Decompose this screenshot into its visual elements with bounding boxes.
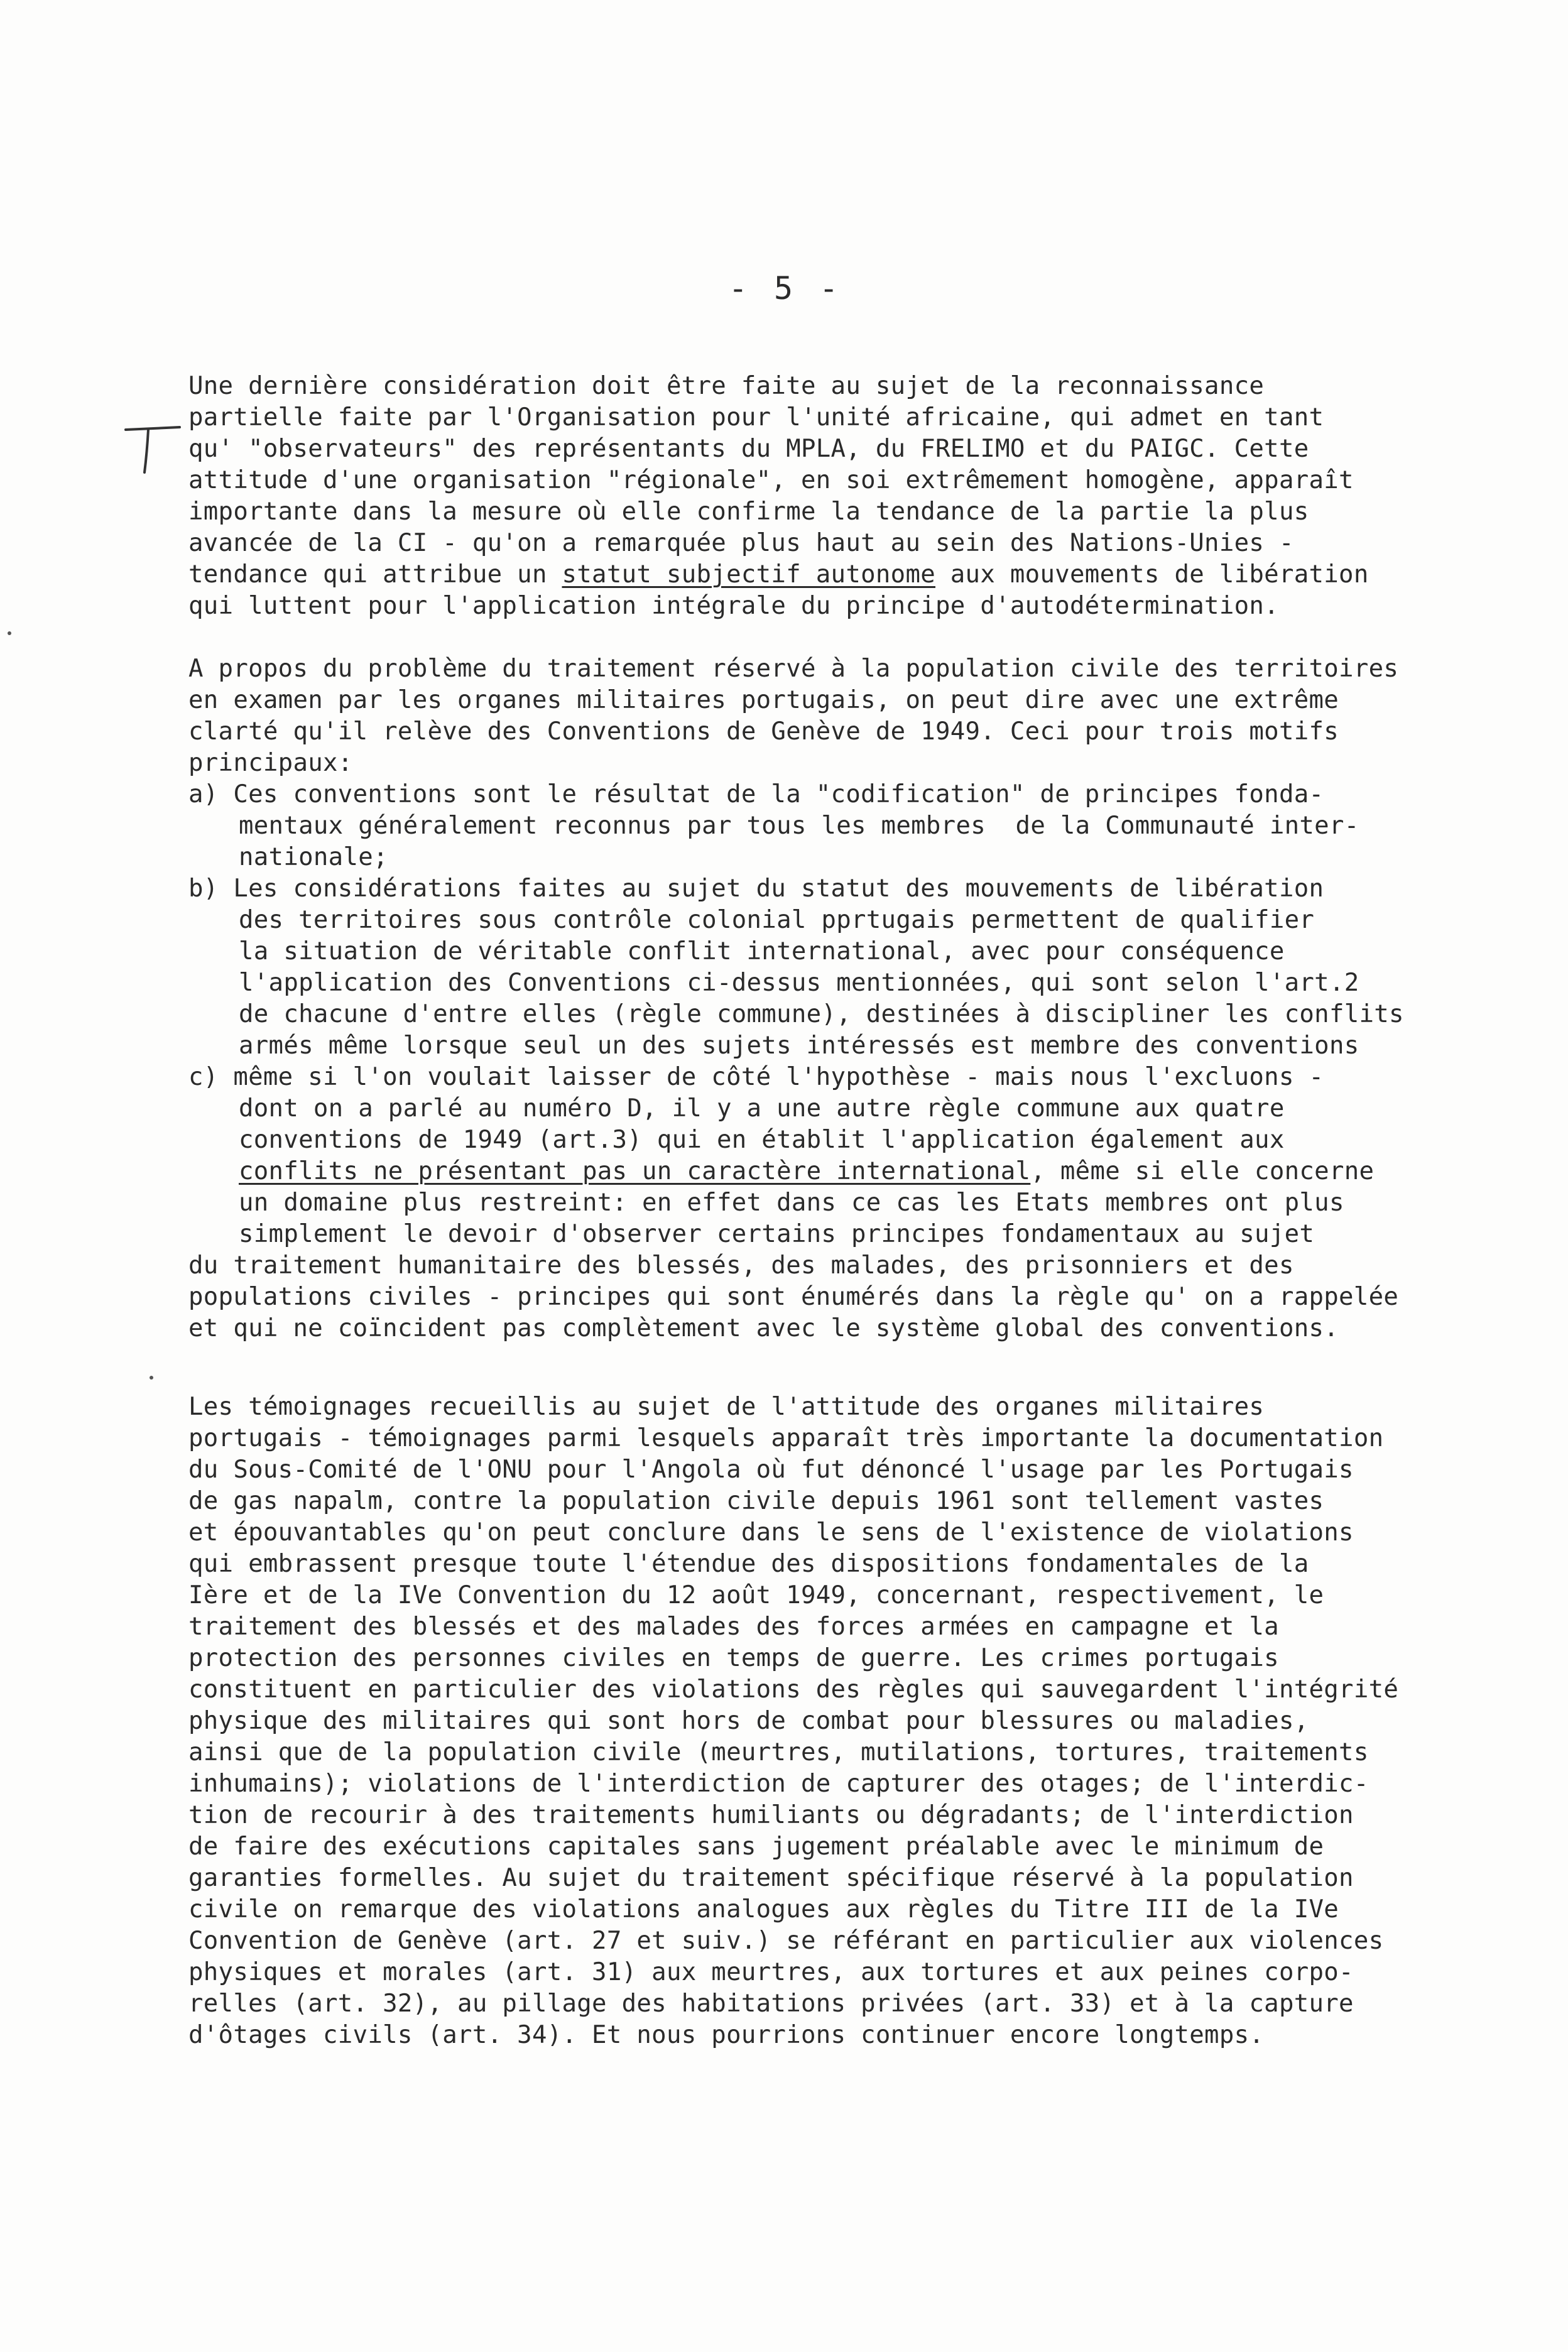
text-line: armés même lorsque seul un des sujets intéressés est membre des conventions [239, 1032, 1359, 1060]
underlined-conflits-non-internationaux: conflits ne présentant pas un caractère international [239, 1157, 1031, 1185]
text-line: traitement des blessés et des malades des forces armées en campagne et la [188, 1613, 1279, 1641]
text-line: Les témoignages recueillis au sujet de l'attitude des organes militaires [188, 1393, 1265, 1421]
text-line: garanties formelles. Au sujet du traitement spécifique réservé à la population [188, 1864, 1354, 1892]
text-line: de gas napalm, contre la population civile depuis 1961 sont tellement vastes [188, 1487, 1324, 1515]
text-line: principaux: [188, 749, 353, 777]
text-line: simplement le devoir d'observer certains principes fondamentaux au sujet [239, 1220, 1315, 1248]
text-line [188, 1156, 1545, 1187]
text-line [188, 559, 1545, 591]
text-line: importante dans la mesure où elle confirme la tendance de la partie la plus [188, 498, 1309, 526]
text-line: nationale; [239, 843, 388, 871]
paragraph-geneva-conventions [188, 653, 1545, 1344]
text-line: et épouvantables qu'on peut conclure dans le sens de l'existence de violations [188, 1518, 1354, 1547]
list-item-c: c) même si l'on voulait laisser de côté l'hypothèse - mais nous l'excluons - [188, 1063, 1324, 1091]
text-fragment: aux mouvements de libération [935, 560, 1369, 589]
text-line: attitude d'une organisation "régionale", en soi extrêmement homogène, apparaît [188, 466, 1354, 494]
text-line: A propos du problème du traitement réservé à la population civile des territoires [188, 655, 1399, 683]
text-line: qui luttent pour l'application intégrale du principe d'autodétermination. [188, 592, 1279, 620]
text-line: avancée de la CI - qu'on a remarquée plus haut au sein des Nations-Unies - [188, 529, 1294, 557]
text-line: Convention de Genève (art. 27 et suiv.) se référant en particulier aux violences [188, 1927, 1384, 1955]
underlined-statut-subjectif: statut subjectif autonome [562, 560, 935, 589]
text-line: constituent en particulier des violations des règles qui sauvegardent l'intégrité [188, 1675, 1399, 1704]
text-fragment: , même si elle concerne [1030, 1157, 1375, 1185]
ink-speck [150, 1376, 153, 1380]
text-line: protection des personnes civiles en temps de guerre. Les crimes portugais [188, 1644, 1279, 1672]
text-line: de faire des exécutions capitales sans jugement préalable avec le minimum de [188, 1832, 1324, 1861]
text-line: portugais - témoignages parmi lesquels apparaît très importante la documentation [188, 1424, 1384, 1452]
text-fragment: tendance qui attribue un [188, 560, 562, 589]
text-line: en examen par les organes militaires portugais, on peut dire avec une extrême [188, 686, 1339, 714]
text-line: inhumains); violations de l'interdiction de capturer des otages; de l'interdic- [188, 1770, 1369, 1798]
text-line: Ière et de la IVe Convention du 12 août 1949, concernant, respectivement, le [188, 1581, 1324, 1609]
text-line: Une dernière considération doit être faite au sujet de la reconnaissance [188, 372, 1265, 400]
text-line: ainsi que de la population civile (meurtres, mutilations, tortures, traitements [188, 1738, 1369, 1767]
text-line: tion de recourir à des traitements humiliants ou dégradants; de l'interdiction [188, 1801, 1354, 1829]
text-line: qu' "observateurs" des représentants du MPLA, du FRELIMO et du PAIGC. Cette [188, 435, 1309, 463]
text-line: populations civiles - principes qui sont énumérés dans la règle qu' on a rappelée [188, 1283, 1399, 1311]
paragraph-testimonies [188, 1391, 1545, 2051]
text-line: physique des militaires qui sont hors de combat pour blessures ou maladies, [188, 1707, 1309, 1735]
text-line: de chacune d'entre elles (règle commune), destinées à discipliner les conflits [239, 1000, 1404, 1028]
text-line: du Sous-Comité de l'ONU pour l'Angola où fut dénoncé l'usage par les Portugais [188, 1456, 1354, 1484]
text-line: des territoires sous contrôle colonial pprtugais permettent de qualifier [239, 906, 1315, 934]
text-line: qui embrassent presque toute l'étendue des dispositions fondamentales de la [188, 1550, 1309, 1578]
text-line: d'ôtages civils (art. 34). Et nous pourrions continuer encore longtemps. [188, 2021, 1265, 2049]
text-line: un domaine plus restreint: en effet dans ce cas les Etats membres ont plus [239, 1189, 1344, 1217]
list-item-b: b) Les considérations faites au sujet du statut des mouvements de libération [188, 874, 1324, 903]
ink-speck [8, 631, 11, 635]
text-line: et qui ne coïncident pas complètement avec le système global des conventions. [188, 1314, 1339, 1342]
text-line: dont on a parlé au numéro D, il y a une autre règle commune aux quatre [239, 1094, 1285, 1123]
text-line: la situation de véritable conflit international, avec pour conséquence [239, 937, 1285, 966]
list-item-a: a) Ces conventions sont le résultat de la "codification" de principes fonda- [188, 780, 1324, 808]
page-number: - 5 - [728, 270, 842, 307]
text-line: du traitement humanitaire des blessés, des malades, des prisonniers et des [188, 1251, 1294, 1280]
text-line: conventions de 1949 (art.3) qui en établit l'application également aux [239, 1126, 1285, 1154]
text-line: relles (art. 32), au pillage des habitations privées (art. 33) et à la capture [188, 1990, 1354, 2018]
paragraph-olp-recognition [188, 371, 1545, 622]
text-line: clarté qu'il relève des Conventions de Genève de 1949. Ceci pour trois motifs [188, 717, 1339, 746]
text-line: civile on remarque des violations analogues aux règles du Titre III de la IVe [188, 1895, 1339, 1924]
text-line: mentaux généralement reconnus par tous les membres de la Communauté inter- [239, 812, 1359, 840]
text-line: physiques et morales (art. 31) aux meurtres, aux tortures et aux peines corpo- [188, 1958, 1354, 1986]
text-line: partielle faite par l'Organisation pour l'unité africaine, qui admet en tant [188, 403, 1324, 432]
text-line: l'application des Conventions ci-dessus mentionnées, qui sont selon l'art.2 [239, 969, 1359, 997]
margin-t-mark-icon [119, 421, 182, 477]
